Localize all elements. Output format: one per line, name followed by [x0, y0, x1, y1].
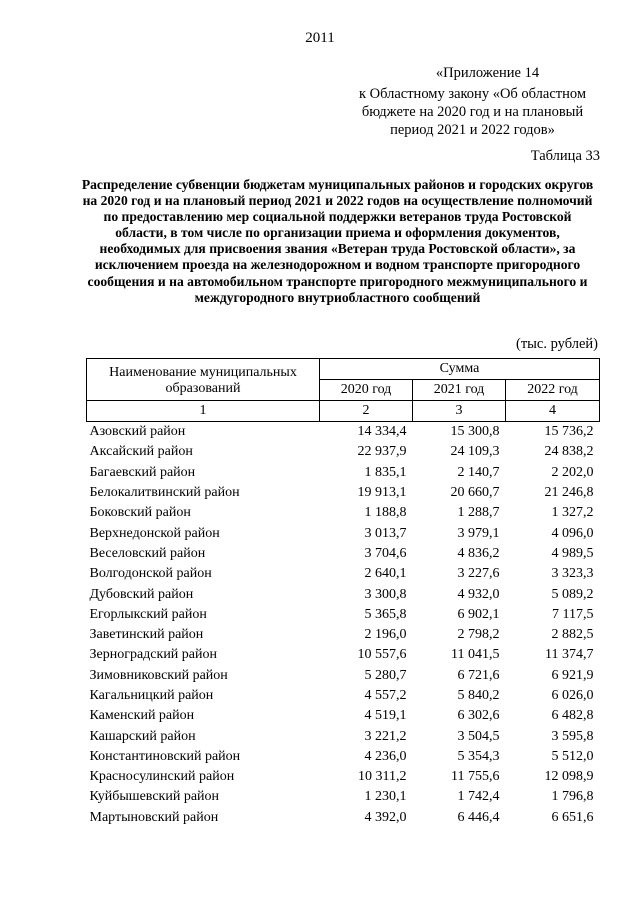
col-number-1: 1 — [87, 401, 320, 422]
header-year-2021: 2021 год — [413, 380, 506, 401]
district-name: Веселовский район — [89, 545, 206, 561]
value-2022: 6 482,8 — [551, 708, 594, 724]
table-body — [87, 422, 600, 828]
value-2020: 1 188,8 — [364, 505, 407, 521]
header-sum: Сумма — [320, 359, 600, 380]
value-2022: 4 989,5 — [551, 545, 594, 561]
col-number-4: 4 — [506, 401, 600, 422]
value-2020: 10 557,6 — [357, 647, 407, 663]
col-number-3: 3 — [413, 401, 506, 422]
district-name: Азовский район — [89, 424, 186, 440]
value-2022: 11 374,7 — [545, 647, 594, 663]
appendix-line-2: к Областному закону «Об областном бюджете на 2020 год и на плановый период 2021 и 2022 годов» — [358, 86, 587, 138]
table-row — [87, 422, 600, 443]
header-name: Наименование муниципальных образований — [87, 359, 320, 401]
value-2021: 24 109,3 — [450, 444, 500, 460]
value-2021: 11 041,5 — [451, 647, 500, 663]
table-row — [87, 523, 600, 543]
district-name: Багаевский район — [89, 464, 196, 480]
page-number: 2011 — [305, 30, 335, 46]
table-row — [87, 666, 600, 686]
value-2022: 6 651,6 — [551, 809, 594, 825]
table-row — [87, 584, 600, 604]
value-2021: 1 742,4 — [457, 789, 500, 805]
district-name: Константиновский район — [89, 748, 241, 764]
value-2020: 3 013,7 — [364, 525, 407, 541]
value-2021: 20 660,7 — [450, 485, 500, 501]
district-name: Егорлыкский район — [89, 606, 207, 622]
value-2020: 2 640,1 — [364, 566, 407, 582]
value-2022: 15 736,2 — [544, 424, 594, 440]
header-year-2020: 2020 год — [320, 380, 413, 401]
value-2022: 1 327,2 — [551, 505, 594, 521]
table-row — [87, 767, 600, 787]
value-2022: 4 096,0 — [551, 525, 594, 541]
district-name: Куйбышевский район — [89, 789, 220, 805]
value-2021: 3 227,6 — [457, 566, 500, 582]
value-2022: 6 026,0 — [551, 688, 594, 703]
value-2020: 4 236,0 — [364, 748, 407, 764]
table-row — [87, 625, 600, 645]
value-2021: 4 932,0 — [457, 586, 500, 602]
value-2021: 6 902,1 — [457, 606, 500, 622]
col-number-2: 2 — [320, 401, 413, 422]
value-2020: 10 311,2 — [358, 769, 407, 785]
value-2022: 21 246,8 — [544, 485, 594, 501]
district-name: Аксайский район — [89, 444, 193, 460]
value-2022: 5 512,0 — [551, 748, 594, 764]
value-2022: 24 838,2 — [544, 444, 594, 460]
value-2021: 6 302,6 — [457, 708, 500, 724]
table-row — [87, 564, 600, 584]
value-2020: 4 557,2 — [364, 688, 407, 703]
table-row — [87, 747, 600, 767]
value-2022: 3 595,8 — [551, 728, 594, 744]
district-name: Каменский район — [89, 708, 195, 724]
value-2021: 2 798,2 — [457, 627, 500, 643]
subvention-table — [86, 358, 600, 828]
value-2020: 19 913,1 — [357, 485, 407, 501]
value-2020: 22 937,9 — [357, 444, 407, 460]
value-2020: 1 835,1 — [364, 464, 407, 480]
table-row — [87, 463, 600, 483]
district-name: Верхнедонской район — [89, 525, 220, 541]
document-title: Распределение субвенции бюджетам муниципальных районов и городских округов на 2020 год и на плановый период 2021 и 2022 годов на осуществление полномочий по предоставлению мер социальной поддержки ветеранов труда Ростовской области, в том числе по организации приема и оформления документов, необходимых для присвоения звания «Ветеран труда Ростовской области», за исключением проезда на железнодорожном и водном транспорте пригородного сообщения и на автомобильном транспорте пригородного межмуниципального и междугородного внутриобластного сообщений — [81, 177, 594, 305]
value-2021: 2 140,7 — [457, 464, 500, 480]
value-2021: 5 354,3 — [457, 748, 500, 764]
appendix-line-1: «Приложение 14 — [435, 65, 540, 81]
district-name: Дубовский район — [89, 586, 194, 602]
table-row — [87, 544, 600, 564]
value-2021: 3 979,1 — [457, 525, 500, 541]
table-label: Таблица 33 — [530, 148, 600, 164]
appendix-reference — [340, 64, 605, 139]
value-2022: 12 098,9 — [544, 769, 594, 785]
value-2020: 5 280,7 — [364, 667, 407, 683]
table-row — [87, 483, 600, 503]
district-name: Белокалитвинский район — [89, 485, 240, 501]
value-2021: 15 300,8 — [450, 424, 500, 440]
value-2021: 3 504,5 — [457, 728, 500, 744]
value-2022: 7 117,5 — [552, 606, 594, 622]
value-2022: 5 089,2 — [551, 586, 594, 602]
value-2021: 4 836,2 — [457, 545, 500, 561]
district-name: Зерноградский район — [89, 647, 217, 663]
table-row — [87, 726, 600, 746]
value-2020: 1 230,1 — [364, 789, 407, 805]
value-2020: 4 392,0 — [364, 809, 407, 825]
value-2020: 2 196,0 — [364, 627, 407, 643]
value-2021: 1 288,7 — [457, 505, 500, 521]
district-name: Красносулинский район — [89, 769, 235, 785]
table-row — [87, 442, 600, 462]
district-name: Волгодонской район — [89, 566, 212, 582]
value-2020: 14 334,4 — [357, 424, 407, 440]
value-2021: 5 840,2 — [457, 688, 500, 703]
district-name: Заветинский район — [89, 627, 204, 643]
value-2020: 3 300,8 — [364, 586, 407, 602]
value-2021: 6 721,6 — [457, 667, 500, 683]
value-2022: 3 323,3 — [551, 566, 594, 582]
value-2022: 1 796,8 — [551, 789, 594, 805]
value-2020: 3 704,6 — [364, 545, 407, 561]
table-row — [87, 787, 600, 807]
value-2020: 3 221,2 — [364, 728, 407, 744]
district-name: Кагальницкий район — [89, 688, 214, 703]
table-row — [87, 706, 600, 726]
value-2022: 2 882,5 — [551, 627, 594, 643]
value-2022: 2 202,0 — [551, 464, 594, 480]
table-row — [87, 645, 600, 665]
table-row — [87, 503, 600, 523]
table-row — [87, 686, 600, 706]
value-2021: 11 755,6 — [451, 769, 500, 785]
value-2020: 4 519,1 — [364, 708, 407, 724]
value-2020: 5 365,8 — [364, 606, 407, 622]
header-year-2022: 2022 год — [506, 380, 600, 401]
value-2021: 6 446,4 — [457, 809, 500, 825]
district-name: Боковский район — [89, 505, 191, 521]
units-label: (тыс. рублей) — [516, 336, 598, 352]
district-name: Зимовниковский район — [89, 667, 228, 683]
district-name: Мартыновский район — [89, 809, 219, 825]
table-row — [87, 605, 600, 625]
district-name: Кашарский район — [89, 728, 196, 744]
value-2022: 6 921,9 — [551, 667, 594, 683]
table-row — [87, 808, 600, 828]
